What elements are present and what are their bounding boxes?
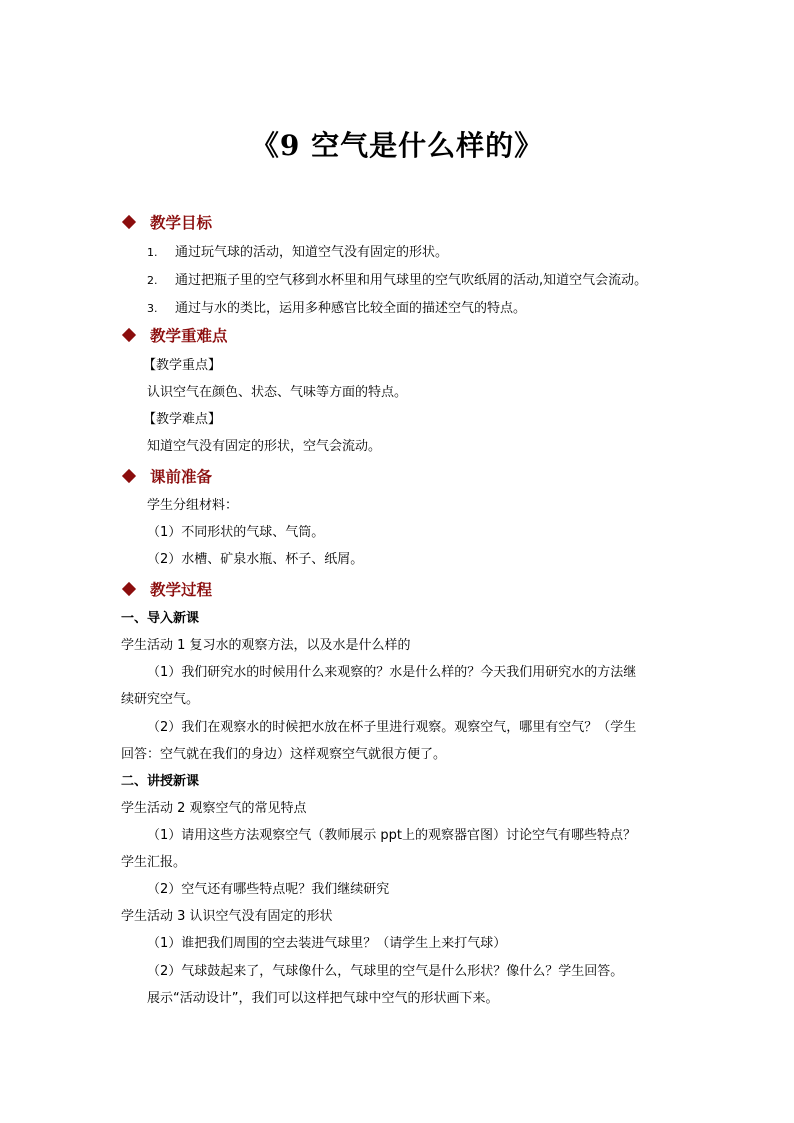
- paragraph-line: 续研究空气。: [121, 692, 200, 707]
- diamond-bullet-icon: [122, 215, 136, 229]
- item-number: 3.: [147, 302, 158, 315]
- section-label: 课前准备: [150, 468, 213, 486]
- paragraph-line: （1）请用这些方法观察空气（教师展示 ppt上的观察器官图）讨论空气有哪些特点？: [147, 828, 637, 843]
- section-heading-objectives: [121, 211, 212, 233]
- list-item: （2）水槽、矿泉水瓶、杯子、纸屑。: [147, 552, 364, 567]
- item-number: 1.: [147, 246, 158, 259]
- list-item: （1）不同形状的气球、气筒。: [147, 525, 325, 540]
- focus-heading: 【教学重点】: [143, 358, 222, 373]
- focus-text: 认识空气在颜色、状态、气味等方面的特点。: [147, 385, 408, 400]
- paragraph-line: （1）谁把我们周围的空去装进气球里？（请学生上来打气球）: [147, 936, 507, 951]
- item-text: 通过与水的类比，运用多种感官比较全面的描述空气的特点。: [175, 301, 527, 316]
- difficulty-text: 知道空气没有固定的形状，空气会流动。: [147, 439, 382, 454]
- paragraph-line: 回答：空气就在我们的身边）这样观察空气就很方便了。: [121, 747, 447, 762]
- section-heading-preparation: [121, 465, 212, 487]
- item-text: 通过玩气球的活动，知道空气没有固定的形状。: [175, 245, 449, 260]
- section-heading-process: [121, 578, 212, 600]
- item-text: 通过把瓶子里的空气移到水杯里和用气球里的空气吹纸屑的活动,知道空气会流动。: [175, 273, 648, 288]
- paragraph-line: （2）空气还有哪些特点呢？我们继续研究: [147, 882, 390, 897]
- list-item: [147, 271, 647, 291]
- activity-heading: 学生活动 2 观察空气的常见特点: [121, 801, 307, 816]
- item-number: 2.: [147, 274, 158, 287]
- activity-heading: 学生活动 3 认识空气没有固定的形状: [121, 909, 333, 924]
- paragraph-line: （1）我们研究水的时候用什么来观察的？水是什么样的？今天我们用研究水的方法继: [147, 665, 637, 680]
- part-heading: 一、导入新课: [121, 611, 200, 626]
- paragraph-line: 展示“活动设计”，我们可以这样把气球中空气的形状画下来。: [147, 991, 499, 1006]
- paragraph-line: （2）我们在观察水的时候把水放在杯子里进行观察。观察空气，哪里有空气？（学生: [147, 720, 637, 735]
- list-item: [147, 243, 448, 263]
- page-title: 《9 空气是什么样的》: [250, 129, 544, 162]
- activity-heading: 学生活动 1 复习水的观察方法，以及水是什么样的: [121, 638, 411, 653]
- materials-intro: 学生分组材料：: [147, 498, 239, 513]
- paragraph-line: 学生汇报。: [121, 855, 187, 870]
- part-heading: 二、讲授新课: [121, 774, 200, 789]
- section-heading-key-points: [121, 324, 228, 346]
- difficulty-heading: 【教学难点】: [143, 412, 222, 427]
- diamond-bullet-icon: [122, 469, 136, 483]
- section-label: 教学过程: [150, 581, 213, 599]
- section-label: 教学目标: [150, 214, 213, 232]
- diamond-bullet-icon: [122, 582, 136, 596]
- section-label: 教学重难点: [150, 327, 228, 345]
- paragraph-line: （2）气球鼓起来了，气球像什么，气球里的空气是什么形状？像什么？学生回答。: [147, 964, 624, 979]
- list-item: [147, 299, 526, 319]
- diamond-bullet-icon: [122, 328, 136, 342]
